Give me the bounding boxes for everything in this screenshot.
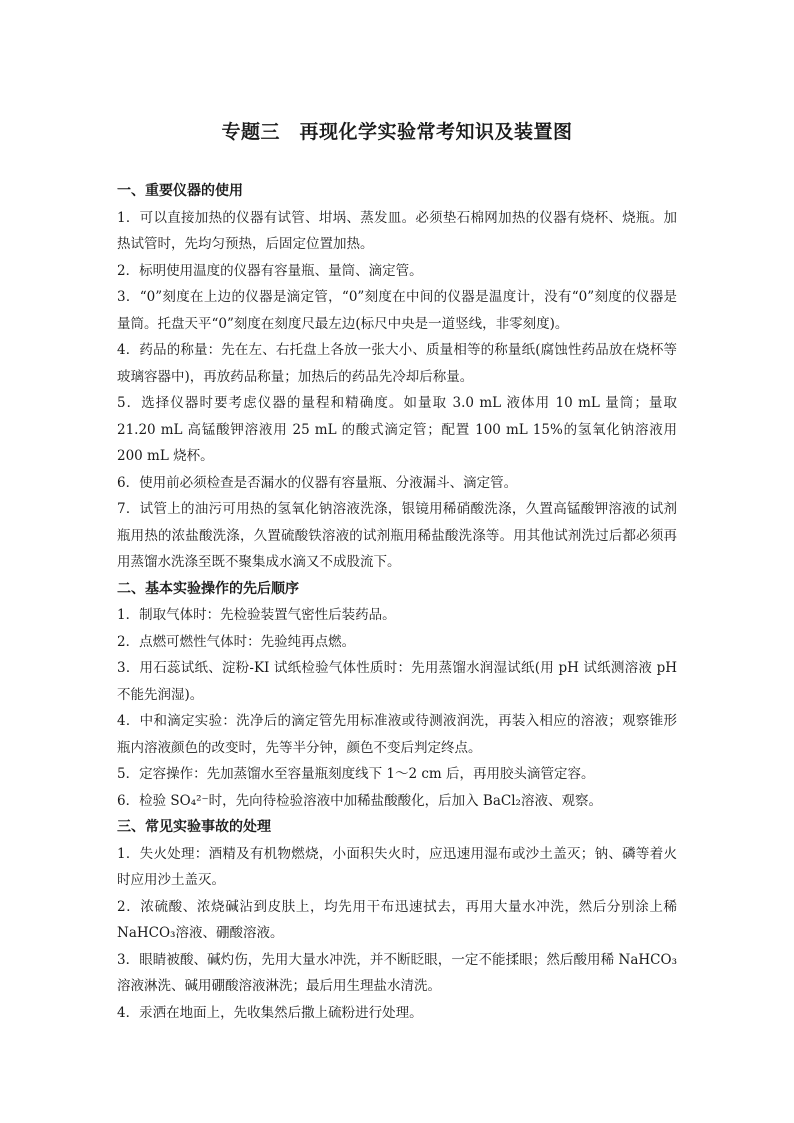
list-item: 2．点燃可燃性气体时：先验纯再点燃。	[117, 633, 356, 650]
document-title: 专题三 再现化学实验常考知识及装置图	[221, 121, 573, 143]
list-item: 1．失火处理：酒精及有机物燃烧，小面积失火时，应迅速用湿布或沙土盖灭；钠、磷等着火时应用沙土盖灭。	[117, 845, 677, 888]
section-heading: 三、常见实验事故的处理	[117, 819, 271, 835]
list-item: 4．中和滴定实验：洗净后的滴定管先用标准液或待测液润洗，再装入相应的溶液；观察锥形瓶内溶液颜色的改变时，先等半分钟，颜色不变后判定终点。	[117, 713, 677, 756]
list-item: 6．使用前必须检查是否漏水的仪器有容量瓶、分液漏斗、滴定管。	[117, 474, 518, 491]
section-instruments	[117, 178, 677, 576]
list-item: 5．选择仪器时要考虑仪器的量程和精确度。如量取 3.0 mL 液体用 10 mL 量筒；量取 21.20 mL 高锰酸钾溶液用 25 mL 的酸式滴定管；配置 100 mL 15%的氢氧化钠溶液用 200 mL 烧杯。	[117, 395, 677, 464]
list-item: 3．眼睛被酸、碱灼伤，先用大量水冲洗，并不断眨眼，一定不能揉眼；然后酸用稀 NaHCO₃ 溶液淋洗、碱用硼酸溶液淋洗；最后用生理盐水清洗。	[117, 951, 677, 994]
list-item: 7．试管上的油污可用热的氢氧化钠溶液洗涤，银镜用稀硝酸洗涤，久置高锰酸钾溶液的试剂瓶用热的浓盐酸洗涤，久置硫酸铁溶液的试剂瓶用稀盐酸洗涤等。用其他试剂洗过后都必须再用蒸馏水洗涤至既不聚集成水滴又不成股流下。	[117, 501, 677, 570]
list-item: 3．用石蕊试纸、淀粉-KI 试纸检验气体性质时：先用蒸馏水润湿试纸(用 pH 试纸测溶液 pH 不能先润湿)。	[117, 660, 677, 703]
section-accident-handling	[117, 814, 677, 1026]
list-item: 2．浓硫酸、浓烧碱沾到皮肤上，均先用干布迅速拭去，再用大量水冲洗，然后分别涂上稀 NaHCO₃溶液、硼酸溶液。	[117, 898, 677, 941]
list-item: 2．标明使用温度的仪器有容量瓶、量筒、滴定管。	[117, 262, 423, 279]
list-item: 4．药品的称量：先在左、右托盘上各放一张大小、质量相等的称量纸(腐蚀性药品放在烧杯等玻璃容器中)，再放药品称量；加热后的药品先冷却后称量。	[117, 342, 677, 385]
list-item: 6．检验 SO₄²⁻时，先向待检验溶液中加稀盐酸酸化，后加入 BaCl₂溶液、观察。	[117, 792, 602, 809]
list-item: 1．可以直接加热的仪器有试管、坩埚、蒸发皿。必须垫石棉网加热的仪器有烧杯、烧瓶。加热试管时，先均匀预热，后固定位置加热。	[117, 209, 677, 252]
list-item: 4．汞洒在地面上，先收集然后撒上硫粉进行处理。	[117, 1004, 423, 1021]
list-item: 3．“0”刻度在上边的仪器是滴定管，“0”刻度在中间的仪器是温度计，没有“0”刻度的仪器是量筒。托盘天平“0”刻度在刻度尺最左边(标尺中央是一道竖线，非零刻度)。	[117, 289, 677, 332]
list-item: 1．制取气体时：先检验装置气密性后装药品。	[117, 607, 396, 623]
section-operation-order	[117, 576, 677, 815]
list-item: 5．定容操作：先加蒸馏水至容量瓶刻度线下 1～2 cm 后，再用胶头滴管定容。	[117, 766, 595, 782]
section-heading: 二、基本实验操作的先后顺序	[117, 580, 299, 597]
document-page	[117, 118, 677, 1026]
section-heading: 一、重要仪器的使用	[117, 183, 243, 199]
